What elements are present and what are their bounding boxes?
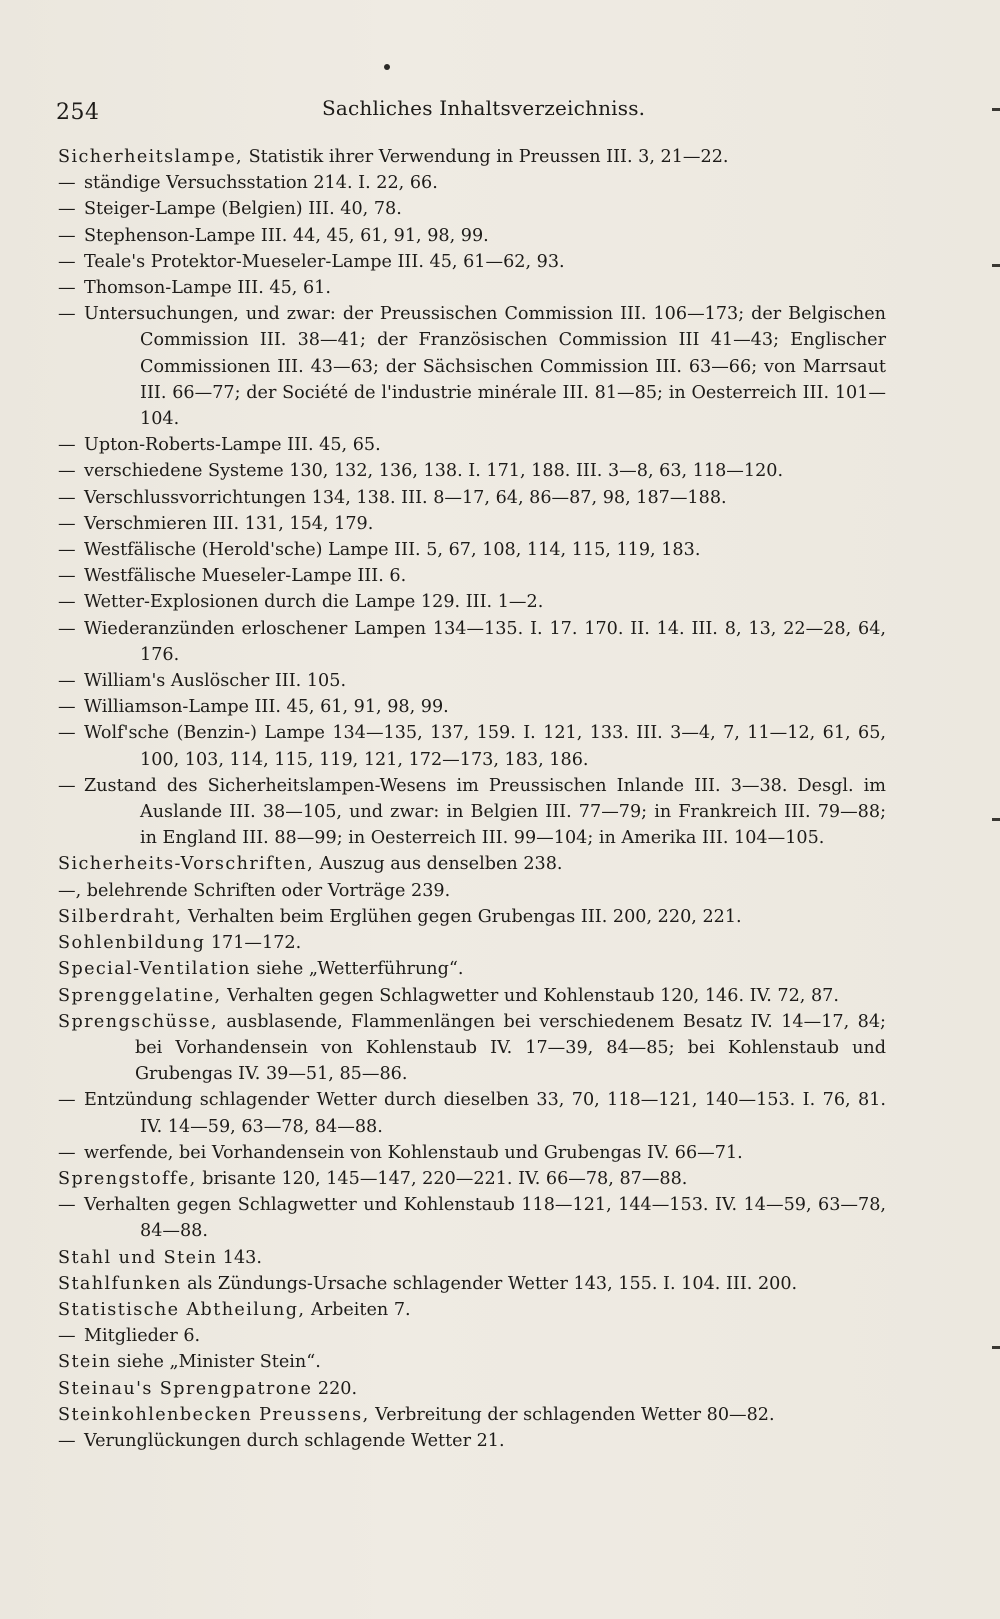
entry-lemma: Stahlfunken xyxy=(58,1273,182,1294)
subentry-dash: — xyxy=(58,1090,76,1111)
page-header xyxy=(56,96,916,136)
entry-text: 143. xyxy=(217,1247,262,1268)
subentry-dash: — xyxy=(58,723,76,744)
index-entry xyxy=(58,1376,886,1402)
running-title: Sachliches Inhaltsverzeichniss. xyxy=(322,96,646,120)
entry-text: Verunglückungen durch schlagende Wetter 21. xyxy=(84,1430,505,1451)
index-entry xyxy=(58,983,886,1009)
index-subentry xyxy=(58,668,886,694)
edge-mark xyxy=(992,108,1000,111)
entry-text: Arbeiten 7. xyxy=(305,1299,411,1320)
index-subentry xyxy=(58,511,886,537)
entry-text: verschiedene Systeme 130, 132, 136, 138. I. 171, 188. III. 3—8, 63, 118—120. xyxy=(84,461,784,482)
entry-text: ausblasende, Flammenlängen bei verschiedenem Besatz IV. 14—17, 84; bei Vorhandensein von Kohlenstaub IV. 17—39, 84—85; bei Kohlenstaub und Grubengas IV. 39—51, 85—86. xyxy=(135,1011,886,1085)
entry-lemma: Sprenggelatine, xyxy=(58,985,222,1006)
entry-text: Statistik ihrer Verwendung in Preussen III. 3, 21—22. xyxy=(243,147,729,167)
index-subentry xyxy=(58,1192,886,1244)
index-subentry xyxy=(58,432,886,458)
index-subentry xyxy=(58,1323,886,1349)
entry-text: Verhalten gegen Schlagwetter und Kohlenstaub 118—121, 144—153. IV. 14—59, 63—78, 84—88. xyxy=(84,1195,886,1242)
page-number: 254 xyxy=(56,100,100,125)
entry-lemma: Silberdraht, xyxy=(58,906,183,927)
subentry-dash: — xyxy=(58,199,76,220)
index-subentry xyxy=(58,458,886,484)
index-subentry xyxy=(58,1087,886,1139)
index-subentry xyxy=(58,301,886,432)
subentry-dash: — xyxy=(58,1195,76,1216)
entry-text: Wolf'sche (Benzin-) Lampe 134—135, 137, 159. I. 121, 133. III. 3—4, 7, 11—12, 61, 65, 100, 103, 114, 115, 119, 121, 172—173, 183, 186. xyxy=(84,723,886,770)
entry-lemma: Stahl und Stein xyxy=(58,1247,218,1268)
entry-text: als Zündungs-Ursache schlagender Wetter 143, 155. I. 104. III. 200. xyxy=(181,1273,798,1294)
subentry-dash: — xyxy=(58,251,76,272)
entry-text: Steiger-Lampe (Belgien) III. 40, 78. xyxy=(84,199,402,220)
entry-lemma: Sprengstoffe, xyxy=(58,1168,197,1189)
index-subentry xyxy=(58,485,886,511)
index-entry xyxy=(58,851,886,877)
entry-text: Verschlussvorrichtungen 134, 138. III. 8—17, 64, 86—87, 98, 187—188. xyxy=(84,487,727,508)
entry-lemma: Special-Ventilation xyxy=(58,959,251,980)
index-entry xyxy=(58,1166,886,1192)
entry-text: ständige Versuchsstation 214. I. 22, 66. xyxy=(84,173,438,194)
entry-text: Stephenson-Lampe III. 44, 45, 61, 91, 98, 99. xyxy=(84,225,489,246)
entry-text: 171—172. xyxy=(205,933,302,954)
subentry-dash: — xyxy=(58,278,76,299)
entry-text: Mitglieder 6. xyxy=(84,1326,201,1347)
entry-text: Verhalten gegen Schlagwetter und Kohlenstaub 120, 146. IV. 72, 87. xyxy=(221,985,839,1006)
index-subentry xyxy=(58,1428,886,1454)
entry-text: Westfälische (Herold'sche) Lampe III. 5, 67, 108, 114, 115, 119, 183. xyxy=(84,540,701,561)
subentry-dash: — xyxy=(58,566,76,587)
subentry-dash: — xyxy=(58,304,76,325)
index-subentry xyxy=(58,563,886,589)
index-subentry xyxy=(58,275,886,301)
index-entry xyxy=(58,1245,886,1271)
entry-lemma: Sicherheitslampe, xyxy=(58,147,244,167)
entry-text: siehe „Wetterführung“. xyxy=(250,959,464,980)
index-subentry xyxy=(58,773,886,852)
index-subentry xyxy=(58,249,886,275)
index-subentry xyxy=(58,589,886,615)
entry-text: Wiederanzünden erloschener Lampen 134—135. I. 17. 170. II. 14. III. 8, 13, 22—28, 64, 176. xyxy=(84,618,886,665)
subentry-dash: — xyxy=(58,775,76,796)
entry-text: Westfälische Mueseler-Lampe III. 6. xyxy=(84,566,407,587)
entry-lemma: Sohlenbildung xyxy=(58,933,206,954)
index-entry xyxy=(58,1349,886,1375)
subentry-dash: — xyxy=(58,697,76,718)
entry-text: werfende, bei Vorhandensein von Kohlenstaub und Grubengas IV. 66—71. xyxy=(84,1142,743,1163)
index-entry xyxy=(58,878,886,904)
subentry-dash: — xyxy=(58,435,76,456)
subentry-dash: — xyxy=(58,513,76,534)
index-subentry xyxy=(58,537,886,563)
entry-text: brisante 120, 145—147, 220—221. IV. 66—78, 87—88. xyxy=(196,1168,688,1189)
entry-text: Teale's Protektor-Mueseler-Lampe III. 45, 61—62, 93. xyxy=(84,251,565,272)
entry-lemma: Statistische Abtheilung, xyxy=(58,1299,306,1320)
entry-text: Upton-Roberts-Lampe III. 45, 65. xyxy=(84,435,381,456)
entry-text: Zustand des Sicherheitslampen-Wesens im Preussischen Inlande III. 3—38. Desgl. im Auslande III. 38—105, und zwar: in Belgien III. 77—79; in Frankreich III. 79—88; in England III. 88—99; in Oesterreich III. 99—104; in Amerika III. 104—105. xyxy=(84,775,886,849)
entry-lemma: Steinkohlenbecken Preussens, xyxy=(58,1404,370,1425)
subentry-dash: — xyxy=(58,540,76,561)
index-entry xyxy=(58,1271,886,1297)
index-entry xyxy=(58,930,886,956)
entry-text: William's Auslöscher III. 105. xyxy=(84,671,347,692)
entry-text: Wetter-Explosionen durch die Lampe 129. III. 1—2. xyxy=(84,592,544,613)
ink-dot xyxy=(384,64,390,70)
index-subentry xyxy=(58,720,886,772)
subentry-dash: — xyxy=(58,618,76,639)
subentry-dash: — xyxy=(58,173,76,194)
entry-lemma: Sicherheits-Vorschriften, xyxy=(58,854,315,875)
index-entry xyxy=(58,1297,886,1323)
edge-mark xyxy=(992,264,1000,267)
subentry-dash: — xyxy=(58,225,76,246)
subentry-dash: — xyxy=(58,1326,76,1347)
subentry-dash: — xyxy=(58,461,76,482)
subentry-dash: — xyxy=(58,1430,76,1451)
entry-text: Auszug aus denselben 238. xyxy=(314,854,563,875)
entry-text: Entzündung schlagender Wetter durch dieselben 33, 70, 118—121, 140—153. I. 76, 81. IV. 14—59, 63—78, 84—88. xyxy=(84,1090,886,1137)
index-subentry xyxy=(58,1140,886,1166)
edge-mark xyxy=(992,818,1000,821)
index-entry xyxy=(58,956,886,982)
subentry-dash: — xyxy=(58,1142,76,1163)
index-entries xyxy=(58,144,886,1454)
entry-lemma: Stein xyxy=(58,1352,112,1373)
subentry-dash: — xyxy=(58,592,76,613)
entry-text: Thomson-Lampe III. 45, 61. xyxy=(84,278,331,299)
subentry-dash: — xyxy=(58,487,76,508)
index-subentry xyxy=(58,616,886,668)
index-subentry xyxy=(58,223,886,249)
entry-text: Untersuchungen, und zwar: der Preussischen Commission III. 106—173; der Belgischen Commission III. 38—41; der Französischen Commission III 41—43; Englischer Commissionen III. 43—63; der Sächsischen Commission III. 63—66; von Marrsaut III. 66—77; der Société de l'industrie minérale III. 81—85; in Oesterreich III. 101—104. xyxy=(84,304,886,430)
index-subentry xyxy=(58,694,886,720)
index-entry xyxy=(58,144,886,170)
subentry-dash: — xyxy=(58,671,76,692)
entry-text: Verhalten beim Erglühen gegen Grubengas III. 200, 220, 221. xyxy=(182,906,742,927)
entry-text: 220. xyxy=(312,1378,358,1399)
index-entry xyxy=(58,1009,886,1088)
entry-text: siehe „Minister Stein“. xyxy=(111,1352,321,1373)
edge-mark xyxy=(992,1346,1000,1349)
entry-text: Verbreitung der schlagenden Wetter 80—82. xyxy=(369,1404,775,1425)
entry-text: —, belehrende Schriften oder Vorträge 239. xyxy=(58,880,451,901)
entry-lemma: Sprengschüsse, xyxy=(58,1011,218,1032)
index-entry xyxy=(58,1402,886,1428)
index-subentry xyxy=(58,196,886,222)
entry-text: Williamson-Lampe III. 45, 61, 91, 98, 99. xyxy=(84,697,449,718)
index-subentry xyxy=(58,170,886,196)
index-entry xyxy=(58,904,886,930)
entry-text: Verschmieren III. 131, 154, 179. xyxy=(84,513,374,534)
entry-lemma: Steinau's Sprengpatrone xyxy=(58,1378,313,1399)
